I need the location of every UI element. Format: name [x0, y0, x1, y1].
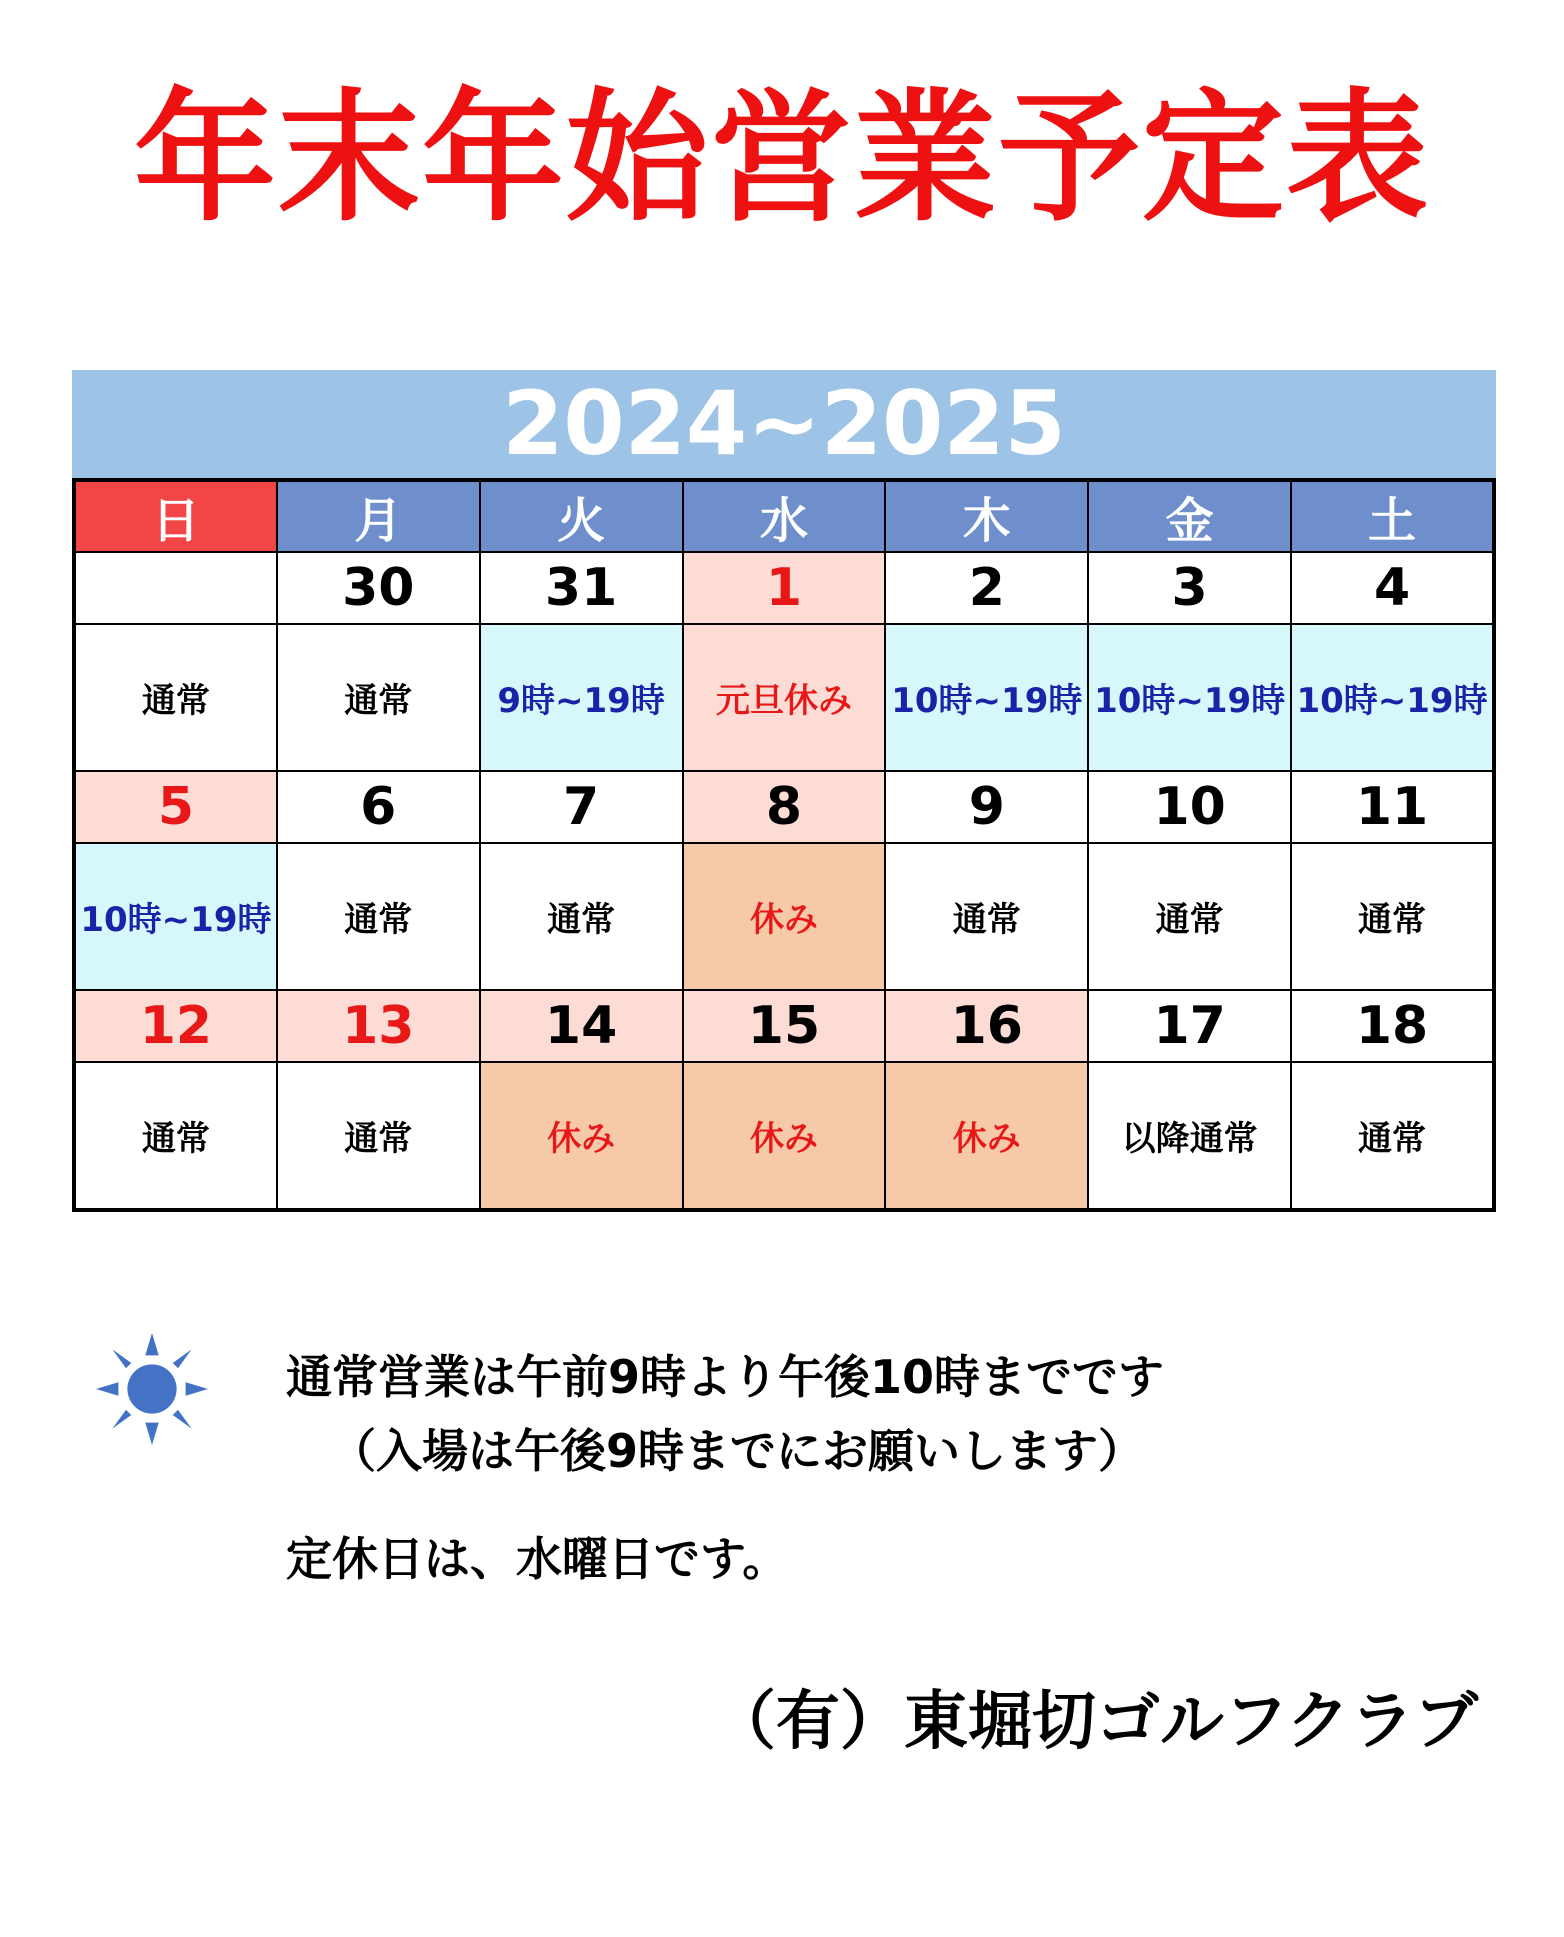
year-range-banner: 2024~2025: [72, 370, 1496, 478]
date-row: [74, 552, 1494, 624]
status-cell: 通常: [1291, 1062, 1494, 1210]
date-row: [74, 990, 1494, 1062]
status-cell: 休み: [480, 1062, 683, 1210]
weekday-thu: 木: [885, 480, 1088, 552]
admission-note: （入場は午後9時までにお願いします）: [330, 1424, 1145, 1478]
date-cell: 9: [885, 771, 1088, 843]
date-cell: [74, 552, 277, 624]
status-row: [74, 843, 1494, 990]
date-cell: 8: [683, 771, 886, 843]
status-cell: 休み: [885, 1062, 1088, 1210]
status-cell: 通常: [277, 624, 480, 771]
date-cell: 15: [683, 990, 886, 1062]
status-cell: 10時~19時: [1291, 624, 1494, 771]
status-cell: 元旦休み: [683, 624, 886, 771]
weekday-tue: 火: [480, 480, 683, 552]
date-cell: 3: [1088, 552, 1291, 624]
status-cell: 通常: [480, 843, 683, 990]
date-cell: 18: [1291, 990, 1494, 1062]
schedule-calendar: [72, 478, 1496, 1212]
status-cell: 10時~19時: [1088, 624, 1291, 771]
date-cell: 12: [74, 990, 277, 1062]
status-cell: 以降通常: [1088, 1062, 1291, 1210]
date-cell: 11: [1291, 771, 1494, 843]
weekday-fri: 金: [1088, 480, 1291, 552]
date-cell: 7: [480, 771, 683, 843]
status-cell: 通常: [885, 843, 1088, 990]
date-cell: 5: [74, 771, 277, 843]
status-cell: 10時~19時: [74, 843, 277, 990]
date-cell: 1: [683, 552, 886, 624]
status-cell: 休み: [683, 1062, 886, 1210]
status-cell: 10時~19時: [885, 624, 1088, 771]
sun-icon: [96, 1333, 208, 1445]
status-cell: 通常: [1088, 843, 1291, 990]
date-cell: 30: [277, 552, 480, 624]
status-cell: 通常: [277, 843, 480, 990]
company-name: （有）東堀切ゴルフクラブ: [711, 1685, 1478, 1759]
weekday-mon: 月: [277, 480, 480, 552]
date-cell: 16: [885, 990, 1088, 1062]
status-cell: 通常: [1291, 843, 1494, 990]
business-hours-note: 通常営業は午前9時より午後10時までです: [286, 1350, 1165, 1404]
date-cell: 13: [277, 990, 480, 1062]
date-row: [74, 771, 1494, 843]
date-cell: 4: [1291, 552, 1494, 624]
status-row: [74, 624, 1494, 771]
closed-day-note: 定休日は、水曜日です。: [286, 1532, 789, 1586]
status-cell: 通常: [74, 1062, 277, 1210]
date-cell: 10: [1088, 771, 1291, 843]
weekday-wed: 水: [683, 480, 886, 552]
date-cell: 31: [480, 552, 683, 624]
date-cell: 17: [1088, 990, 1291, 1062]
page-title: 年末年始営業予定表: [134, 76, 1430, 241]
date-cell: 14: [480, 990, 683, 1062]
date-cell: 2: [885, 552, 1088, 624]
weekday-sun: 日: [74, 480, 277, 552]
status-cell: 通常: [74, 624, 277, 771]
status-cell: 9時~19時: [480, 624, 683, 771]
status-cell: 通常: [277, 1062, 480, 1210]
weekday-sat: 土: [1291, 480, 1494, 552]
weekday-header-row: [74, 480, 1494, 552]
date-cell: 6: [277, 771, 480, 843]
status-row: [74, 1062, 1494, 1210]
status-cell: 休み: [683, 843, 886, 990]
